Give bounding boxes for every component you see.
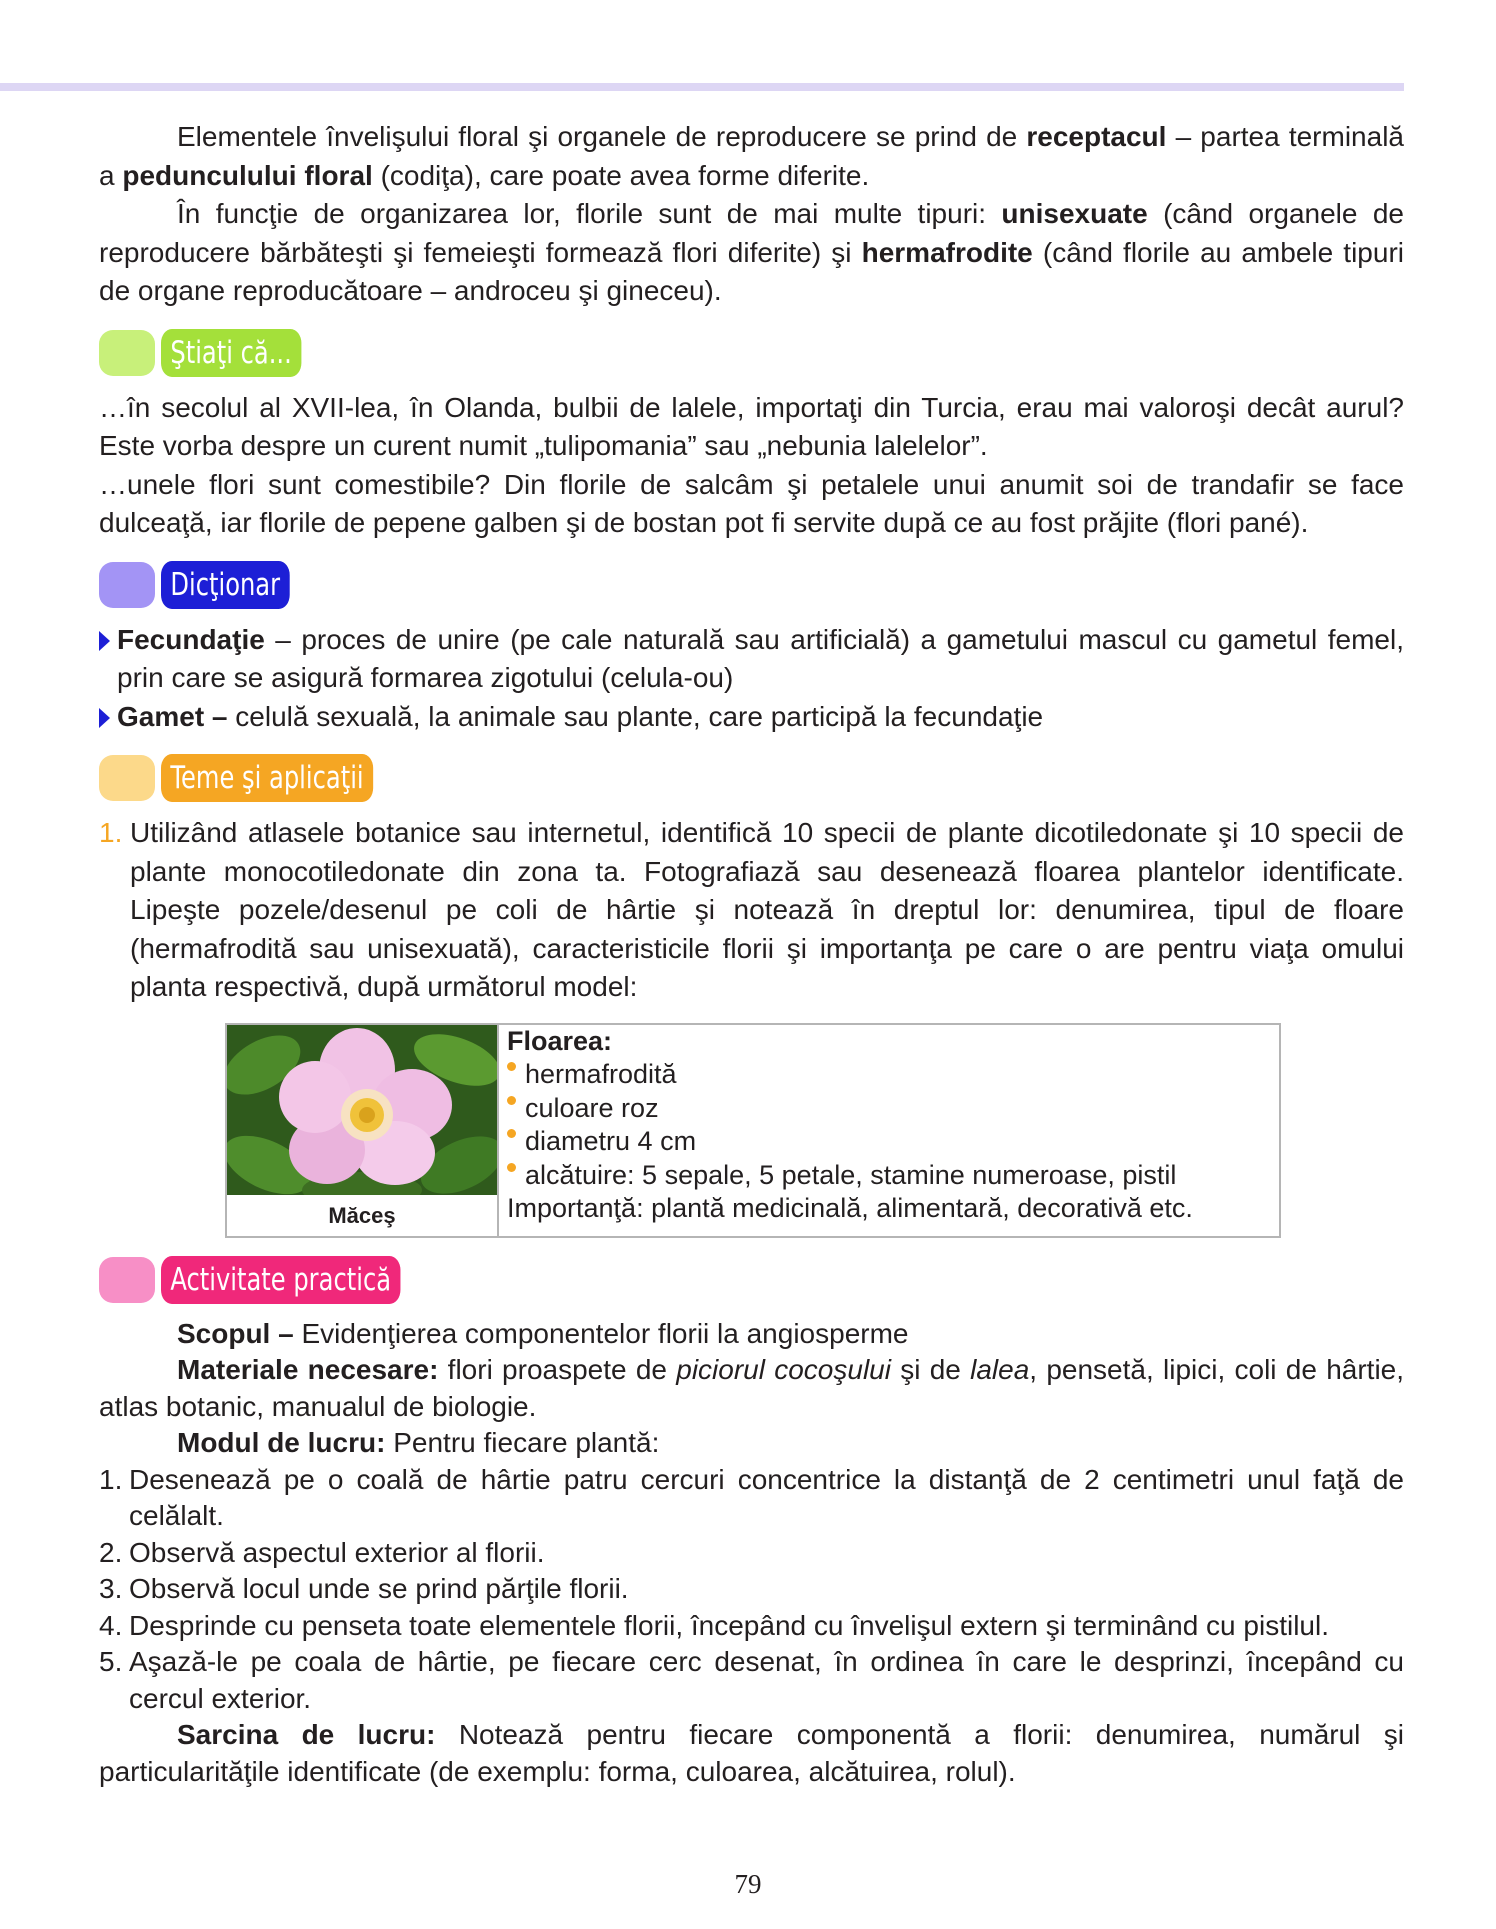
step-item: 1. Desenează pe o coală de hârtie patru cercuri concentrice la distanţă de 2 centimetri unul faţă de celălalt.: [99, 1463, 1404, 1531]
dot-bullet-icon: [507, 1062, 516, 1071]
stiati-line-2: …unele flori sunt comestibile? Din florile de salcâm şi petalele unui anumit soi de trandafir se face dulceaţă, iar florile de pepene galben şi de bostan pot fi servite după ce au fost prăjite (flori pané).: [99, 468, 1404, 538]
activitate-header: [99, 1256, 1404, 1304]
stiati-title: Ştiaţi că...: [161, 329, 301, 377]
dictionar-item: Gamet – celulă sexuală, la animale sau plante, care participă la fecundaţie: [99, 698, 1404, 737]
intro-paragraph-2: În funcţie de organizarea lor, florile sunt de mai multe tipuri: unisexuate (când organele de reproducere bărbăteşti şi femeieşti formează flori diferite) şi hermafrodite (când florile au ambele tipuri de organe reproducătoare – androceu şi gineceu).: [99, 198, 1404, 306]
triangle-bullet-icon: [99, 708, 110, 728]
task-item: 1. Utilizând atlasele botanice sau internetul, identifică 10 specii de plante dicotiledonate şi 10 specii de plante monocotiledonate din zona ta. Fotografiază sau desenează floarea plantelor identificate. Lipeşte pozele/desenul pe coli de hârtie şi notează în dreptul lor: denumirea, tipul de floare (hermafrodită sau unisexuată), caracteristicile florii şi importanţa pe care o are pentru viaţa omului planta respectivă, după următorul model:: [99, 814, 1404, 1007]
example-bullet: hermafrodită: [507, 1058, 1193, 1092]
modul-paragraph: Modul de lucru: Pentru fiecare plantă:: [177, 1427, 660, 1458]
stiati-square-icon: [99, 330, 155, 376]
materiale-paragraph: Materiale necesare: flori proaspete de piciorul cocoşului şi de lalea, pensetă, lipici, coli de hârtie, atlas botanic, manualul de biologie.: [99, 1354, 1405, 1422]
steps-list: [99, 1462, 1404, 1718]
activitate-title: Activitate practică: [161, 1256, 400, 1304]
sarcina-paragraph: Sarcina de lucru: Notează pentru fiecare componentă a florii: denumirea, numărul şi particularităţile identificate (de exemplu: forma, culoarea, alcătuirea, rolul).: [99, 1719, 1405, 1787]
teme-square-icon: [99, 755, 155, 801]
example-importance: Importanţă: plantă medicinală, alimentară, decorativă etc.: [507, 1193, 1193, 1223]
photo-caption: Măceş: [328, 1202, 396, 1228]
wild-rose-photo: [227, 1025, 497, 1195]
example-right: [499, 1025, 1201, 1236]
example-heading: Floarea:: [507, 1025, 613, 1056]
teme-title: Teme şi aplicaţii: [161, 754, 373, 802]
step-item: 3. Observă locul unde se prind părţile florii.: [99, 1573, 629, 1604]
activitate-body: [99, 1316, 1404, 1791]
dictionar-title: Dicţionar: [161, 561, 289, 609]
step-item: 2. Observă aspectul exterior al florii.: [99, 1536, 545, 1568]
dot-bullet-icon: [507, 1129, 516, 1138]
activitate-square-icon: [99, 1257, 155, 1303]
dot-bullet-icon: [507, 1096, 516, 1105]
page-number: 79: [734, 1869, 762, 1899]
stiati-header: [99, 329, 1404, 377]
example-bullet: culoare roz: [507, 1092, 1193, 1126]
step-item: 4. Desprinde cu penseta toate elementele florii, începând cu învelişul extern şi terminând cu pistilul.: [99, 1609, 1329, 1641]
dot-bullet-icon: [507, 1163, 516, 1172]
top-rule: [0, 83, 1404, 91]
intro-paragraph-1: Elementele învelişului floral şi organele de reproducere se prind de receptacul – partea terminală a pedunculului floral (codiţa), care poate avea forme diferite.: [99, 121, 1404, 191]
example-box: [225, 1023, 1281, 1238]
dictionar-square-icon: [99, 562, 155, 608]
teme-header: [99, 754, 1404, 802]
step-item: 5. Aşază-le pe coala de hârtie, pe fiecare cerc desenat, în ordinea în care le desprinzi, începând cu cercul exterior.: [99, 1646, 1404, 1714]
dictionar-header: [99, 561, 1404, 609]
example-bullet: alcătuire: 5 sepale, 5 petale, stamine numeroase, pistil: [507, 1159, 1193, 1193]
scop-paragraph: Scopul – Evidenţierea componentelor florii la angiosperme: [177, 1317, 909, 1349]
triangle-bullet-icon: [99, 631, 110, 651]
dictionar-item: Fecundaţie – proces de unire (pe cale naturală sau artificială) a gametului mascul cu gametul femel, prin care se asigură formarea zigotului (celula-ou): [99, 621, 1404, 698]
page-content: [99, 118, 1404, 1790]
example-left: [227, 1025, 499, 1236]
example-bullet: diametru 4 cm: [507, 1125, 1193, 1159]
stiati-line-1: …în secolul al XVII-lea, în Olanda, bulbii de lalele, importaţi din Turcia, erau mai valoroşi decât aurul? Este vorba despre un curent numit „tulipomania” sau „nebunia lalelelor”.: [99, 391, 1404, 461]
task-number: 1.: [99, 817, 123, 848]
